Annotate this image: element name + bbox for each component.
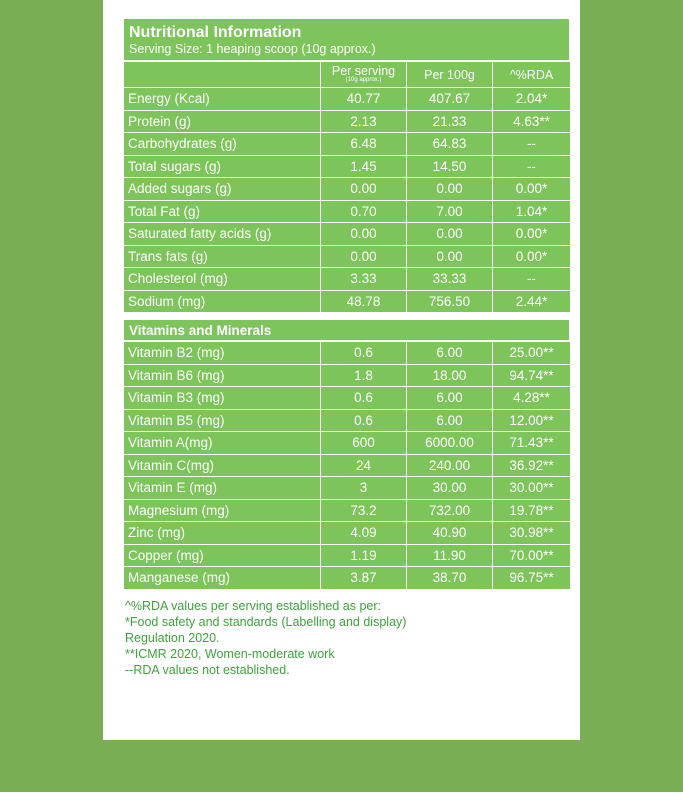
nutrient-name: Zinc (mg) [124,522,321,545]
table-row [124,342,571,365]
table-row [124,409,571,432]
column-header-per-100g: Per 100g [407,62,493,88]
nutrient-name: Vitamin E (mg) [124,477,321,500]
table-row [124,110,571,133]
per-100g-value: 14.50 [407,155,493,178]
rda-value: 96.75** [493,567,571,590]
per-serving-value: 0.00 [321,223,407,246]
rda-value: 19.78** [493,499,571,522]
nutrient-name: Carbohydrates (g) [124,133,321,156]
nutrient-name: Total sugars (g) [124,155,321,178]
table-row [124,522,571,545]
per-100g-value: 18.00 [407,364,493,387]
table-row [124,544,571,567]
nutrients-table [123,61,571,313]
per-100g-value: 40.90 [407,522,493,545]
column-header-row [124,62,571,88]
per-serving-value: 1.45 [321,155,407,178]
footnotes [123,598,570,678]
nutrition-panel [123,18,570,678]
per-100g-value: 11.90 [407,544,493,567]
panel-header [123,18,570,61]
rda-value: -- [493,268,571,291]
rda-value: 0.00* [493,245,571,268]
per-serving-value: 0.00 [321,245,407,268]
nutrient-name: Sodium (mg) [124,290,321,313]
per-serving-value: 1.19 [321,544,407,567]
table-row [124,178,571,201]
rda-value: 25.00** [493,342,571,365]
table-row [124,432,571,455]
table-row [124,454,571,477]
per-100g-value: 240.00 [407,454,493,477]
footnote-line: *Food safety and standards (Labelling and display) [125,614,407,629]
rda-value: 2.44* [493,290,571,313]
rda-value: -- [493,133,571,156]
footnote-line: --RDA values not established. [125,662,290,677]
nutrient-name: Cholesterol (mg) [124,268,321,291]
rda-value: 36.92** [493,454,571,477]
per-100g-value: 0.00 [407,178,493,201]
per-serving-label: Per serving [331,64,396,78]
column-header-per-serving [321,62,407,88]
footnote-line: ^%RDA values per serving established as per: [125,598,381,613]
per-100g-value: 33.33 [407,268,493,291]
footnote-line: Regulation 2020. [125,630,220,645]
per-100g-value: 30.00 [407,477,493,500]
per-serving-value: 2.13 [321,110,407,133]
per-100g-value: 6.00 [407,409,493,432]
per-100g-value: 0.00 [407,223,493,246]
table-row [124,88,571,111]
per-serving-value: 73.2 [321,499,407,522]
nutrient-name: Magnesium (mg) [124,499,321,522]
nutrient-name: Manganese (mg) [124,567,321,590]
table-row [124,499,571,522]
rda-value: 94.74** [493,364,571,387]
nutrient-name: Energy (Kcal) [124,88,321,111]
nutrient-name: Total Fat (g) [124,200,321,223]
per-100g-value: 756.50 [407,290,493,313]
table-row [124,223,571,246]
per-serving-value: 24 [321,454,407,477]
per-serving-value: 4.09 [321,522,407,545]
per-serving-sublabel: (10g approx.) [345,77,382,83]
per-serving-value: 0.6 [321,409,407,432]
per-serving-value: 3.87 [321,567,407,590]
rda-value: 1.04* [493,200,571,223]
nutrient-name: Protein (g) [124,110,321,133]
nutrient-name: Added sugars (g) [124,178,321,201]
nutrient-name: Vitamin B5 (mg) [124,409,321,432]
per-serving-value: 0.6 [321,387,407,410]
per-100g-value: 0.00 [407,245,493,268]
rda-value: -- [493,155,571,178]
vitamins-table [123,341,571,590]
rda-value: 4.63** [493,110,571,133]
per-100g-value: 6000.00 [407,432,493,455]
per-serving-value: 1.8 [321,364,407,387]
per-serving-value: 3.33 [321,268,407,291]
per-serving-value: 6.48 [321,133,407,156]
footnote-line: **ICMR 2020, Women-moderate work [125,646,335,661]
per-serving-value: 0.6 [321,342,407,365]
per-100g-value: 732.00 [407,499,493,522]
per-serving-value: 3 [321,477,407,500]
vitamins-section-title: Vitamins and Minerals [123,319,570,341]
per-100g-value: 38.70 [407,567,493,590]
per-100g-value: 64.83 [407,133,493,156]
table-row [124,155,571,178]
table-row [124,133,571,156]
per-100g-value: 6.00 [407,387,493,410]
per-100g-value: 7.00 [407,200,493,223]
per-100g-value: 6.00 [407,342,493,365]
table-row [124,477,571,500]
per-serving-value: 0.70 [321,200,407,223]
nutrient-name: Vitamin B3 (mg) [124,387,321,410]
nutrient-name: Vitamin A(mg) [124,432,321,455]
rda-value: 0.00* [493,178,571,201]
table-row [124,567,571,590]
nutrient-name: Trans fats (g) [124,245,321,268]
rda-value: 4.28** [493,387,571,410]
per-100g-value: 21.33 [407,110,493,133]
rda-value: 30.98** [493,522,571,545]
nutrition-card [103,0,580,740]
rda-value: 0.00* [493,223,571,246]
rda-value: 71.43** [493,432,571,455]
table-row [124,387,571,410]
panel-title: Nutritional Information [129,24,302,41]
rda-value: 70.00** [493,544,571,567]
nutrient-name: Vitamin B2 (mg) [124,342,321,365]
per-serving-value: 40.77 [321,88,407,111]
per-serving-value: 48.78 [321,290,407,313]
table-row [124,268,571,291]
table-row [124,364,571,387]
nutrient-name: Saturated fatty acids (g) [124,223,321,246]
column-header-rda: ^%RDA [493,62,571,88]
per-serving-value: 600 [321,432,407,455]
table-row [124,290,571,313]
column-header-nutrient [124,62,321,88]
table-row [124,245,571,268]
nutrient-name: Vitamin B6 (mg) [124,364,321,387]
rda-value: 2.04* [493,88,571,111]
rda-value: 12.00** [493,409,571,432]
nutrient-name: Vitamin C(mg) [124,454,321,477]
per-100g-value: 407.67 [407,88,493,111]
rda-value: 30.00** [493,477,571,500]
serving-size: Serving Size: 1 heaping scoop (10g approx.) [129,42,376,56]
bottom-divider [0,792,683,800]
nutrient-name: Copper (mg) [124,544,321,567]
per-serving-value: 0.00 [321,178,407,201]
table-row [124,200,571,223]
